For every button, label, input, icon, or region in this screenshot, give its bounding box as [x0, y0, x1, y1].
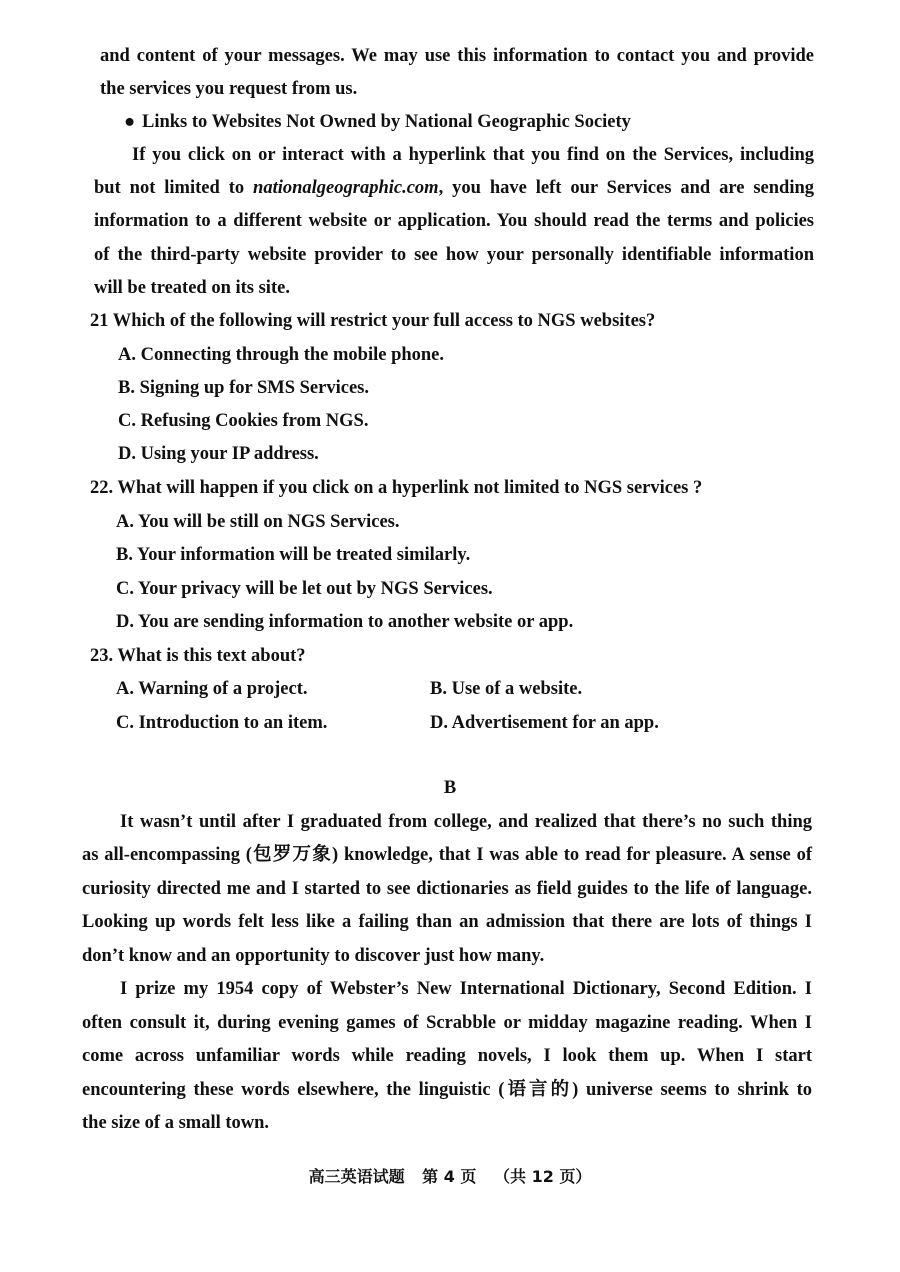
question-22-stem: 22. What will happen if you click on a hyperlink not limited to NGS services ?: [90, 478, 703, 498]
passage-b-p2-line-3: come across unfamiliar words while reading novels, I look them up. When I start: [82, 1046, 812, 1066]
question-21-option-d: D. Using your IP address.: [118, 444, 319, 464]
bullet-heading-text: Links to Websites Not Owned by National Geographic Society: [142, 112, 631, 132]
question-22-option-a: A. You will be still on NGS Services.: [116, 512, 400, 532]
passage-b-p1-line-5: don’t know and an opportunity to discover just how many.: [82, 946, 545, 966]
question-21-option-a: A. Connecting through the mobile phone.: [118, 345, 445, 365]
question-21-stem: 21 Which of the following will restrict your full access to NGS websites?: [90, 311, 656, 331]
passage-a-para-line-3: information to a different website or application. You should read the terms and policies: [94, 211, 814, 231]
question-23-option-d: D. Advertisement for an app.: [430, 713, 659, 733]
footer-total-pages: （共 12 页）: [494, 1167, 592, 1186]
website-link-text: nationalgeographic.com: [253, 178, 439, 198]
page-footer: [0, 1166, 900, 1188]
question-22-option-c: C. Your privacy will be let out by NGS Services.: [116, 579, 493, 599]
passage-b-p2-line-1: I prize my 1954 copy of Webster’s New International Dictionary, Second Edition. I: [120, 979, 812, 999]
question-21-option-c: C. Refusing Cookies from NGS.: [118, 411, 369, 431]
question-22-option-b: B. Your information will be treated similarly.: [116, 545, 471, 565]
footer-exam-title: 高三英语试题: [308, 1167, 405, 1186]
footer-page-number: 第 4 页: [422, 1167, 477, 1186]
question-23-option-c: C. Introduction to an item.: [116, 713, 328, 733]
passage-b-p1-line-4: Looking up words felt less like a failing than an admission that there are lots of things I: [82, 912, 812, 932]
passage-b-p2-line-4: encountering these words elsewhere, the linguistic (语言的) universe seems to shrink to: [82, 1080, 812, 1100]
passage-b-p2-line-2: often consult it, during evening games of Scrabble or midday magazine reading. When I: [82, 1013, 812, 1033]
question-23-stem: 23. What is this text about?: [90, 646, 306, 666]
bullet-heading: [124, 110, 631, 134]
passage-b-p1-line-3: curiosity directed me and I started to see dictionaries as field guides to the life of language.: [82, 879, 812, 899]
passage-a-para-line-4: of the third-party website provider to see how your personally identifiable information: [94, 245, 814, 265]
section-b-heading: B: [443, 778, 457, 798]
question-21-option-b: B. Signing up for SMS Services.: [118, 378, 369, 398]
passage-b-p2-line-5: the size of a small town.: [82, 1113, 270, 1133]
para-line-2-post: , you have left our Services and are sending: [438, 178, 814, 198]
passage-a-para-line-1: If you click on or interact with a hyperlink that you find on the Services, including: [132, 145, 814, 165]
question-23-option-a: A. Warning of a project.: [116, 679, 308, 699]
question-23-option-b: B. Use of a website.: [430, 679, 583, 699]
passage-b-p1-line-2: as all-encompassing (包罗万象) knowledge, that I was able to read for pleasure. A sense of: [82, 845, 812, 865]
passage-a-intro-line-1: and content of your messages. We may use this information to contact you and provide: [100, 46, 814, 66]
passage-a-para-line-2: [94, 176, 814, 200]
bullet-dot-icon: ●: [124, 112, 136, 132]
passage-b-p1-line-1: It wasn’t until after I graduated from college, and realized that there’s no such thing: [120, 812, 812, 832]
passage-a-intro-line-2: the services you request from us.: [100, 79, 358, 99]
question-22-option-d: D. You are sending information to another website or app.: [116, 612, 574, 632]
passage-a-para-line-5: will be treated on its site.: [94, 278, 290, 298]
para-line-2-pre: but not limited to: [94, 178, 254, 198]
